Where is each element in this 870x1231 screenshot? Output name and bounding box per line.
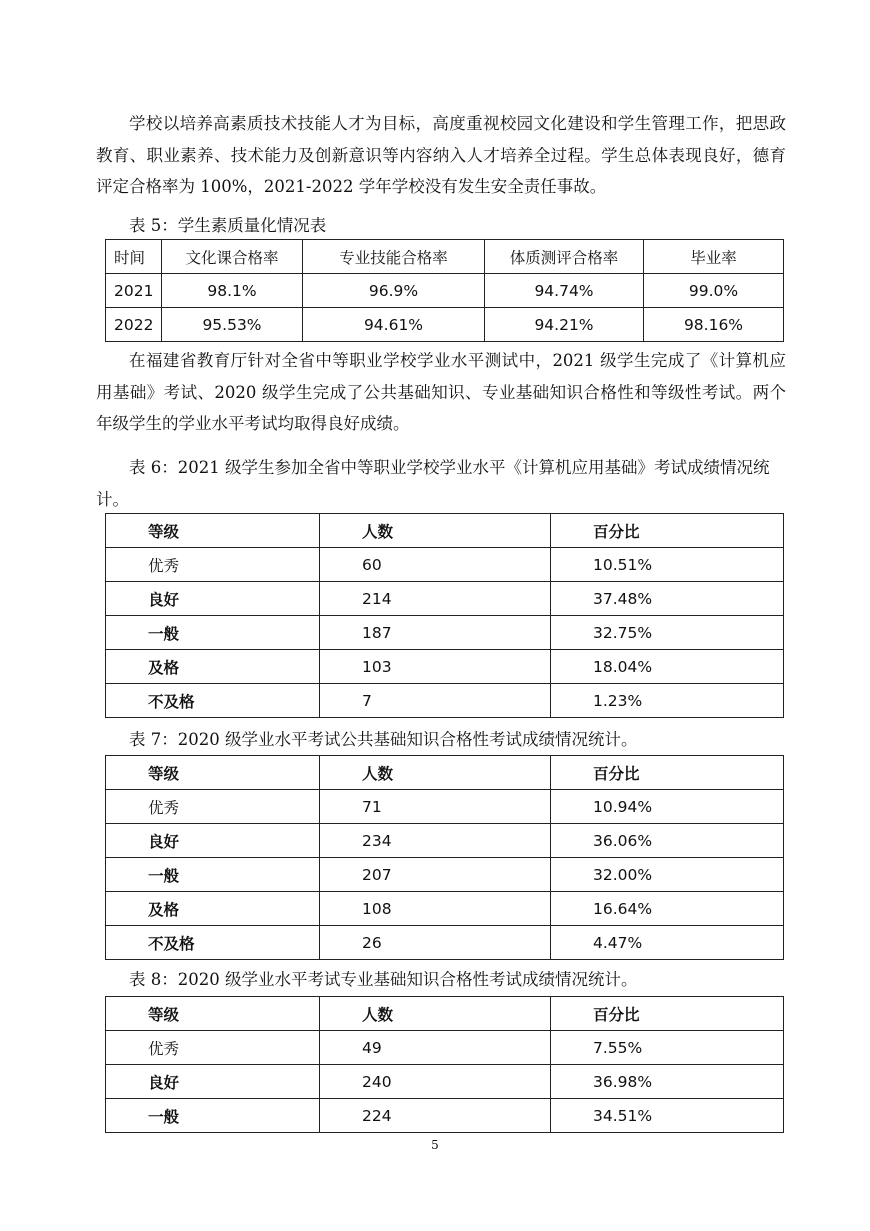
table-row (106, 274, 784, 308)
table-row (106, 616, 784, 650)
table-cell: 及格 (106, 650, 320, 684)
header-cell: 人数 (320, 997, 551, 1031)
table-cell: 一般 (106, 1099, 320, 1133)
paragraph-academic-test: 在福建省教育厅针对全省中等职业学校学业水平测试中，2021 级学生完成了《计算机应用基础》考试、2020 级学生完成了公共基础知识、专业基础知识合格性和等级性考试。两个年级学生的学业水平考试均取得良好成绩。 (96, 351, 786, 433)
header-cell: 等级 (106, 997, 320, 1031)
table-cell: 10.94% (551, 790, 784, 824)
table8-professional-basics-exam (105, 996, 784, 1133)
table-header-row (106, 997, 784, 1031)
table-cell: 234 (320, 824, 551, 858)
table-cell: 99.0% (644, 274, 784, 308)
table-cell: 214 (320, 582, 551, 616)
table-cell: 26 (320, 926, 551, 960)
header-cell: 百分比 (551, 514, 784, 548)
table-cell: 60 (320, 548, 551, 582)
header-cell: 文化课合格率 (162, 240, 303, 274)
table-header-row (106, 514, 784, 548)
table-cell: 36.98% (551, 1065, 784, 1099)
table-cell: 95.53% (162, 308, 303, 342)
table-cell: 7.55% (551, 1031, 784, 1065)
header-cell: 人数 (320, 514, 551, 548)
table-row (106, 1099, 784, 1133)
table-cell: 94.21% (485, 308, 644, 342)
table-cell: 240 (320, 1065, 551, 1099)
table5-student-quality (105, 239, 784, 342)
header-cell: 人数 (320, 756, 551, 790)
table-cell: 优秀 (106, 1031, 320, 1065)
table-cell: 良好 (106, 582, 320, 616)
table-cell: 10.51% (551, 548, 784, 582)
table-cell: 94.74% (485, 274, 644, 308)
table-row (106, 650, 784, 684)
table-cell: 2022 (106, 308, 162, 342)
table-cell: 一般 (106, 616, 320, 650)
table-row (106, 892, 784, 926)
table-cell: 优秀 (106, 548, 320, 582)
table6-caption: 表 6：2021 级学生参加全省中等职业学校学业水平《计算机应用基础》考试成绩情况统计。 (96, 458, 770, 509)
table-row (106, 926, 784, 960)
table-header-row (106, 240, 784, 274)
table6-computer-exam (105, 513, 784, 718)
table-row (106, 548, 784, 582)
header-cell: 时间 (106, 240, 162, 274)
table-cell: 207 (320, 858, 551, 892)
table-cell: 187 (320, 616, 551, 650)
header-cell: 毕业率 (644, 240, 784, 274)
table-cell: 103 (320, 650, 551, 684)
paragraph-student-management: 学校以培养高素质技术技能人才为目标，高度重视校园文化建设和学生管理工作，把思政教育、职业素养、技术能力及创新意识等内容纳入人才培养全过程。学生总体表现良好，德育评定合格率为 100%，2021-2022 学年学校没有发生安全责任事故。 (96, 114, 786, 196)
table-row (106, 790, 784, 824)
header-cell: 体质测评合格率 (485, 240, 644, 274)
table-row (106, 308, 784, 342)
table-cell: 71 (320, 790, 551, 824)
table-cell: 良好 (106, 824, 320, 858)
table-cell: 2021 (106, 274, 162, 308)
table-row (106, 858, 784, 892)
table-cell: 36.06% (551, 824, 784, 858)
table-cell: 18.04% (551, 650, 784, 684)
header-cell: 百分比 (551, 756, 784, 790)
header-cell: 专业技能合格率 (303, 240, 485, 274)
table-cell: 32.75% (551, 616, 784, 650)
table5-caption: 表 5：学生素质量化情况表 (129, 216, 327, 235)
table-cell: 98.1% (162, 274, 303, 308)
table-cell: 及格 (106, 892, 320, 926)
table-cell: 94.61% (303, 308, 485, 342)
table-row (106, 1065, 784, 1099)
table-cell: 224 (320, 1099, 551, 1133)
table-cell: 96.9% (303, 274, 485, 308)
table8-caption: 表 8：2020 级学业水平考试专业基础知识合格性考试成绩情况统计。 (129, 970, 638, 989)
table-cell: 4.47% (551, 926, 784, 960)
table-cell: 1.23% (551, 684, 784, 718)
table-cell: 优秀 (106, 790, 320, 824)
table-row (106, 684, 784, 718)
table-row (106, 1031, 784, 1065)
table-row (106, 582, 784, 616)
header-cell: 等级 (106, 514, 320, 548)
table-cell: 49 (320, 1031, 551, 1065)
table-cell: 37.48% (551, 582, 784, 616)
table-cell: 32.00% (551, 858, 784, 892)
table-cell: 不及格 (106, 684, 320, 718)
table-cell: 不及格 (106, 926, 320, 960)
table-cell: 34.51% (551, 1099, 784, 1133)
table-cell: 良好 (106, 1065, 320, 1099)
table-cell: 16.64% (551, 892, 784, 926)
table-cell: 108 (320, 892, 551, 926)
table7-public-basics-exam (105, 755, 784, 960)
table7-caption: 表 7：2020 级学业水平考试公共基础知识合格性考试成绩情况统计。 (129, 730, 638, 749)
table-cell: 98.16% (644, 308, 784, 342)
page-number: 5 (431, 1138, 439, 1152)
header-cell: 等级 (106, 756, 320, 790)
table-cell: 一般 (106, 858, 320, 892)
header-cell: 百分比 (551, 997, 784, 1031)
table-header-row (106, 756, 784, 790)
table-cell: 7 (320, 684, 551, 718)
table-row (106, 824, 784, 858)
